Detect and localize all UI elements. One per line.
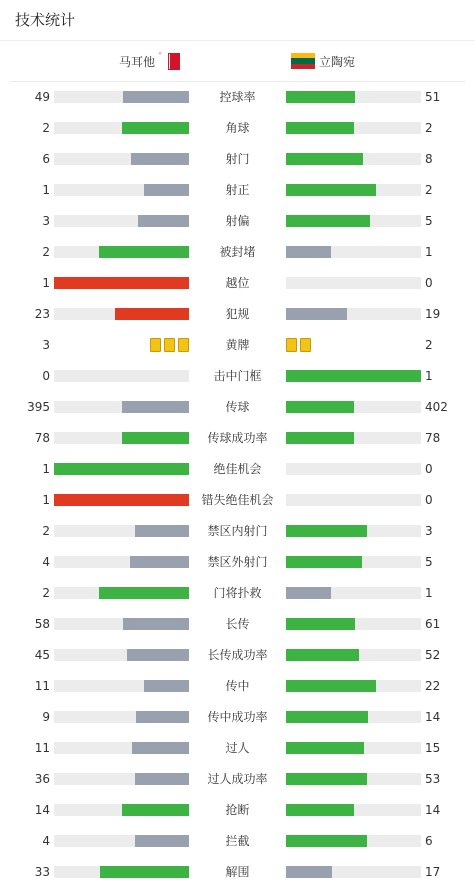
home-value: 23 [34, 307, 50, 321]
away-bar-track [286, 184, 421, 196]
home-bar-track [54, 835, 189, 847]
home-value: 9 [42, 710, 50, 724]
away-bar-fill [286, 587, 331, 599]
away-bar-track [286, 680, 421, 692]
away-bar-fill [286, 370, 421, 382]
home-bar-track [54, 556, 189, 568]
home-team-name: 马耳他 [118, 54, 155, 69]
home-bar-track [54, 494, 189, 506]
home-bar-fill [130, 556, 189, 568]
away-bar-fill [286, 711, 368, 723]
home-bar-fill [132, 742, 189, 754]
stat-name: 错失绝佳机会 [201, 493, 274, 507]
stat-row [0, 516, 475, 547]
home-bar-track [54, 122, 189, 134]
away-value: 53 [425, 772, 441, 786]
away-value: 52 [425, 648, 441, 662]
away-bar-fill [286, 91, 355, 103]
stat-name: 过人成功率 [207, 772, 268, 786]
home-value: 2 [42, 245, 50, 259]
home-bar-fill [54, 494, 189, 506]
stat-row [0, 392, 475, 423]
away-value: 17 [425, 865, 441, 879]
away-value: 0 [425, 276, 433, 290]
away-bar-track [286, 370, 421, 382]
stat-name: 射正 [225, 183, 250, 197]
home-bar-track [54, 649, 189, 661]
home-value: 3 [42, 338, 50, 352]
stat-row [0, 330, 475, 361]
away-bar-fill [286, 835, 367, 847]
malta-flag-icon [168, 53, 180, 70]
away-bar-fill [286, 866, 332, 878]
away-yellow-cards [286, 338, 311, 351]
home-value: 11 [34, 741, 50, 755]
home-value: 36 [34, 772, 50, 786]
stat-row [0, 826, 475, 857]
stat-name: 禁区外射门 [207, 555, 268, 569]
yellow-card-icon [164, 338, 175, 352]
away-bar-track [286, 401, 421, 413]
stat-row [0, 640, 475, 671]
away-bar-fill [286, 122, 354, 134]
stat-name: 击中门框 [213, 369, 262, 383]
stat-name: 解围 [225, 865, 250, 879]
away-bar-track [286, 308, 421, 320]
away-bar-fill [286, 246, 331, 258]
stat-row [0, 82, 475, 113]
away-bar-fill [286, 432, 354, 444]
stat-row [0, 578, 475, 609]
away-bar-track [286, 556, 421, 568]
stat-row [0, 361, 475, 392]
home-value: 1 [42, 276, 50, 290]
home-bar-track [54, 153, 189, 165]
home-value: 33 [34, 865, 50, 879]
stat-name: 过人 [225, 741, 250, 755]
away-team-name: 立陶宛 [319, 54, 356, 69]
away-bar-track [286, 618, 421, 630]
home-bar-fill [123, 91, 189, 103]
stat-name: 传球 [225, 400, 250, 414]
stat-row [0, 795, 475, 826]
away-bar-track [286, 773, 421, 785]
away-bar-track [286, 246, 421, 258]
home-bar-track [54, 246, 189, 258]
stat-row [0, 299, 475, 330]
away-value: 22 [425, 679, 441, 693]
home-bar-track [54, 91, 189, 103]
stat-row [0, 175, 475, 206]
home-bar-fill [99, 587, 189, 599]
away-bar-track [286, 432, 421, 444]
home-bar-fill [122, 401, 190, 413]
home-value: 1 [42, 183, 50, 197]
yellow-card-icon [150, 338, 161, 352]
home-bar-track [54, 432, 189, 444]
stat-name: 禁区内射门 [207, 524, 268, 538]
away-bar-track [286, 835, 421, 847]
home-bar-track [54, 587, 189, 599]
away-value: 14 [425, 803, 441, 817]
away-value: 5 [425, 214, 433, 228]
stat-name: 长传 [225, 617, 250, 631]
away-value: 1 [425, 245, 433, 259]
home-bar-track [54, 618, 189, 630]
away-value: 15 [425, 741, 441, 755]
stat-name: 射门 [225, 152, 250, 166]
teams-header [10, 41, 465, 82]
away-value: 402 [425, 400, 448, 414]
home-team-star: ° [158, 50, 162, 60]
away-bar-fill [286, 153, 363, 165]
stat-row [0, 206, 475, 237]
stat-row [0, 857, 475, 888]
home-bar-track [54, 866, 189, 878]
home-value: 14 [34, 803, 50, 817]
home-value: 395 [27, 400, 50, 414]
away-bar-track [286, 91, 421, 103]
home-value: 0 [42, 369, 50, 383]
home-bar-track [54, 525, 189, 537]
home-value: 45 [34, 648, 50, 662]
away-bar-fill [286, 804, 354, 816]
away-bar-fill [286, 773, 367, 785]
stat-name: 长传成功率 [207, 648, 268, 662]
home-bar-track [54, 277, 189, 289]
home-value: 2 [42, 524, 50, 538]
home-bar-fill [122, 432, 190, 444]
home-bar-fill [54, 463, 189, 475]
home-value: 58 [34, 617, 50, 631]
away-bar-track [286, 463, 421, 475]
away-bar-fill [286, 742, 364, 754]
home-value: 49 [34, 90, 50, 104]
home-bar-track [54, 370, 189, 382]
stat-row [0, 268, 475, 299]
away-bar-fill [286, 618, 355, 630]
stat-name: 传中成功率 [207, 710, 268, 724]
away-bar-track [286, 804, 421, 816]
away-value: 5 [425, 555, 433, 569]
home-bar-fill [115, 308, 189, 320]
home-bar-fill [138, 215, 189, 227]
home-bar-track [54, 773, 189, 785]
stat-name: 黄牌 [225, 338, 250, 352]
away-value: 3 [425, 524, 433, 538]
away-value: 14 [425, 710, 441, 724]
away-value: 8 [425, 152, 433, 166]
stat-name: 传中 [225, 679, 250, 693]
stat-row [0, 237, 475, 268]
stat-name: 拦截 [225, 834, 250, 848]
home-bar-track [54, 215, 189, 227]
yellow-card-icon [286, 338, 297, 352]
away-value: 1 [425, 586, 433, 600]
home-bar-fill [136, 711, 189, 723]
stat-row [0, 423, 475, 454]
away-team[interactable] [291, 41, 355, 81]
home-bar-fill [131, 153, 189, 165]
away-bar-track [286, 215, 421, 227]
stat-row [0, 733, 475, 764]
stat-row [0, 702, 475, 733]
stat-name: 被封堵 [219, 245, 256, 259]
stat-row [0, 485, 475, 516]
home-bar-fill [135, 525, 189, 537]
home-team[interactable] [119, 41, 180, 81]
away-bar-track [286, 711, 421, 723]
away-bar-track [286, 866, 421, 878]
home-value: 3 [42, 214, 50, 228]
home-bar-track [54, 711, 189, 723]
away-bar-track [286, 153, 421, 165]
stat-name: 绝佳机会 [213, 462, 262, 476]
away-value: 51 [425, 90, 441, 104]
away-bar-fill [286, 680, 376, 692]
stat-name: 犯规 [225, 307, 250, 321]
stat-name: 传球成功率 [207, 431, 268, 445]
stat-name: 越位 [225, 276, 250, 290]
away-value: 2 [425, 121, 433, 135]
stat-row [0, 609, 475, 640]
stat-name: 门将扑救 [213, 586, 262, 600]
away-value: 0 [425, 462, 433, 476]
stat-name: 抢断 [225, 803, 250, 817]
home-value: 4 [42, 555, 50, 569]
home-bar-track [54, 401, 189, 413]
stat-name: 控球率 [219, 90, 256, 104]
home-value: 11 [34, 679, 50, 693]
stat-row [0, 454, 475, 485]
stat-row [0, 547, 475, 578]
home-bar-fill [122, 804, 190, 816]
away-value: 6 [425, 834, 433, 848]
away-bar-track [286, 742, 421, 754]
home-bar-track [54, 463, 189, 475]
stat-row [0, 764, 475, 795]
stat-name: 射偏 [225, 214, 250, 228]
lithuania-flag-icon [291, 53, 315, 69]
home-bar-track [54, 742, 189, 754]
away-value: 2 [425, 183, 433, 197]
home-bar-fill [122, 122, 190, 134]
away-bar-track [286, 494, 421, 506]
home-bar-fill [135, 835, 189, 847]
home-value: 78 [34, 431, 50, 445]
home-bar-fill [144, 680, 189, 692]
home-bar-track [54, 804, 189, 816]
home-yellow-cards [150, 338, 189, 351]
stat-row [0, 144, 475, 175]
away-bar-fill [286, 215, 370, 227]
yellow-card-icon [178, 338, 189, 352]
away-value: 78 [425, 431, 441, 445]
page-title: 技术统计 [0, 0, 475, 41]
away-value: 19 [425, 307, 441, 321]
stat-name: 角球 [225, 121, 250, 135]
yellow-card-icon [300, 338, 311, 352]
home-bar-fill [127, 649, 189, 661]
home-bar-track [54, 680, 189, 692]
away-bar-fill [286, 401, 354, 413]
stat-row [0, 113, 475, 144]
home-bar-fill [100, 866, 189, 878]
away-value: 0 [425, 493, 433, 507]
away-bar-track [286, 122, 421, 134]
away-bar-fill [286, 308, 347, 320]
home-bar-fill [135, 773, 189, 785]
home-bar-fill [123, 618, 189, 630]
home-value: 6 [42, 152, 50, 166]
away-value: 61 [425, 617, 441, 631]
home-value: 1 [42, 493, 50, 507]
stat-row [0, 671, 475, 702]
away-bar-fill [286, 649, 359, 661]
home-bar-fill [99, 246, 189, 258]
home-value: 1 [42, 462, 50, 476]
home-bar-track [54, 308, 189, 320]
stats-list [0, 82, 475, 888]
away-bar-track [286, 587, 421, 599]
away-bar-fill [286, 525, 367, 537]
away-bar-track [286, 525, 421, 537]
away-bar-track [286, 649, 421, 661]
away-value: 1 [425, 369, 433, 383]
home-bar-fill [54, 277, 189, 289]
away-bar-track [286, 277, 421, 289]
away-bar-fill [286, 184, 376, 196]
away-value: 2 [425, 338, 433, 352]
home-value: 4 [42, 834, 50, 848]
home-value: 2 [42, 121, 50, 135]
home-bar-fill [144, 184, 189, 196]
home-value: 2 [42, 586, 50, 600]
home-bar-track [54, 184, 189, 196]
away-bar-fill [286, 556, 362, 568]
